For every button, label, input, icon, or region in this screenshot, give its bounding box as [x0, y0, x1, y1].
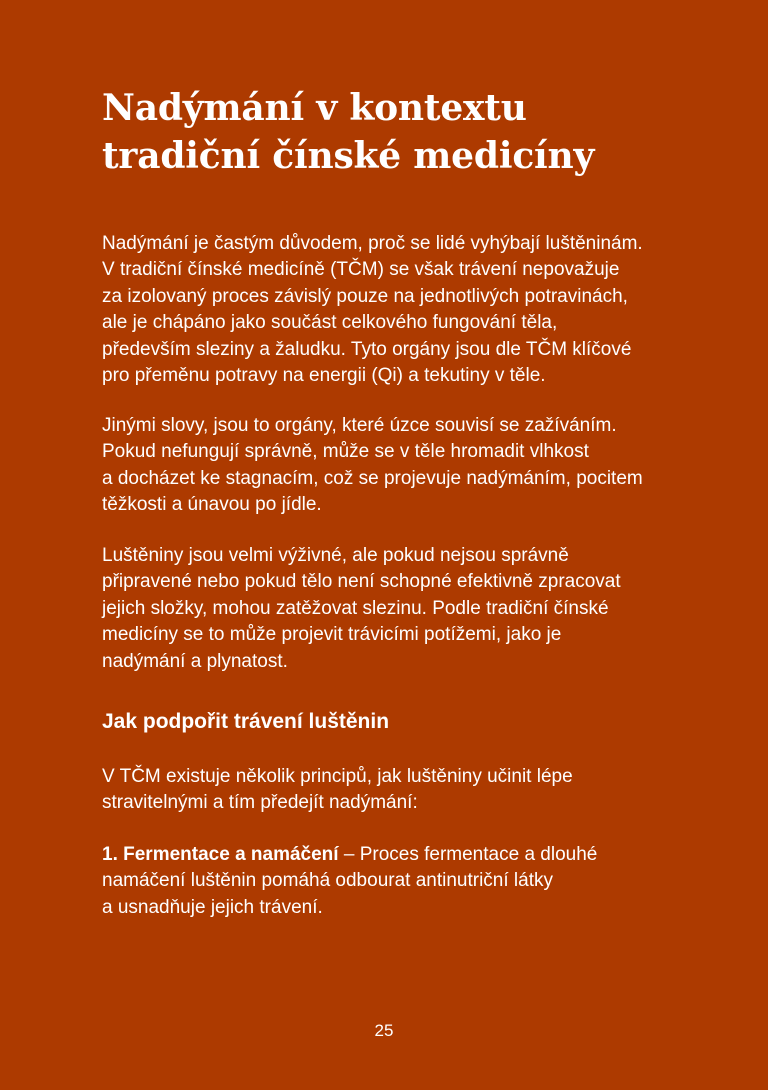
text-line: Jinými slovy, jsou to orgány, které úzce souvisí se zažíváním.: [102, 415, 617, 436]
title-line-1: Nadýmání v kontextu: [102, 87, 527, 129]
text-line: Nadýmání je častým důvodem, proč se lidé vyhýbají luštěninám.: [102, 233, 643, 254]
section-heading: Jak podpořit trávení luštěnin: [102, 710, 390, 733]
legumes-paragraph: [102, 543, 702, 675]
text-line: V tradiční čínské medicíně (TČM) se však trávení nepovažuje: [102, 259, 620, 281]
page-number: 25: [374, 1021, 394, 1040]
text-line: a docházet ke stagnacím, což se projevuje nadýmáním, pocitem: [102, 467, 643, 489]
organs-paragraph: [102, 413, 702, 519]
text-line: jejich složky, mohou zatěžovat slezinu. Podle tradiční čínské: [102, 597, 609, 619]
principle-item-fermentation: [102, 842, 702, 921]
title-line-2: tradiční čínské medicíny: [102, 135, 595, 177]
text-line: V TČM existuje několik principů, jak luštěniny učinit lépe: [102, 766, 573, 787]
page-title: [102, 84, 702, 180]
principle-description: – Proces fermentace a dlouhé: [338, 844, 598, 865]
text-line: Pokud nefungují správně, může se v těle hromadit vlhkost: [102, 441, 589, 463]
principle-title: 1. Fermentace a namáčení: [102, 844, 339, 865]
intro-paragraph: [102, 231, 702, 389]
text-line: namáčení luštěnin pomáhá odbourat antinutriční látky: [102, 870, 553, 892]
text-line: především sleziny a žaludku. Tyto orgány jsou dle TČM klíčové: [102, 338, 632, 360]
principles-intro-paragraph: [102, 764, 702, 817]
text-line: medicíny se to může projevit trávicími potížemi, jako je: [102, 624, 562, 646]
text-line: připravené nebo pokud tělo není schopné efektivně zpracovat: [102, 571, 621, 593]
text-line: těžkosti a únavou po jídle.: [102, 494, 322, 516]
text-line: ale je chápáno jako součást celkového fungování těla,: [102, 312, 558, 334]
text-line: stravitelnými a tím předejít nadýmání:: [102, 792, 418, 814]
text-line: pro přeměnu potravy na energii (Qi) a tekutiny v těle.: [102, 365, 546, 387]
text-line: a usnadňuje jejich trávení.: [102, 896, 323, 918]
text-line: za izolovaný proces závislý pouze na jednotlivých potravinách,: [102, 285, 628, 307]
text-line: nadýmání a plynatost.: [102, 650, 288, 672]
text-line: Luštěniny jsou velmi výživné, ale pokud nejsou správně: [102, 545, 569, 566]
text-line: [102, 842, 702, 868]
